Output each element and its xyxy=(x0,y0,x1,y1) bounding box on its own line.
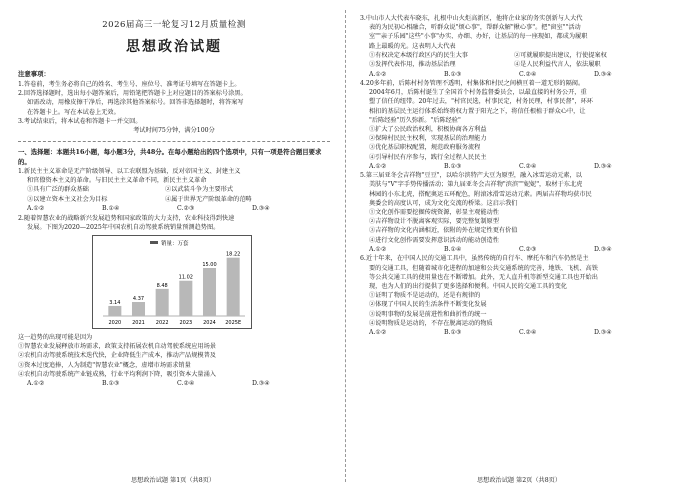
question-3-stem: 路上最暖的光。这表明人大代表 xyxy=(369,42,456,50)
x-tick-label: 2021 xyxy=(132,320,145,327)
answer-choice: A.①② xyxy=(27,205,45,213)
answer-choice: C.②④ xyxy=(519,162,537,170)
question-5-answers xyxy=(360,245,676,254)
answer-choice: D.③④ xyxy=(252,205,270,213)
answer-choice: B.①④ xyxy=(444,245,462,253)
question-4-stem: 相扣的基层民主运行体系始终将权力置于阳光之下，将信任根植于群众心中，让 xyxy=(369,107,586,115)
answer-choice: C.②④ xyxy=(177,380,195,388)
question-3-stem: 室""亲子乐园"这些"小事"办实、办细、办好，让基层的每一座现如，都成为履职 xyxy=(369,33,588,41)
question-4-answers xyxy=(360,162,676,171)
notice-line: 3.考试结束后，将本试卷和答题卡一并交回。 xyxy=(18,117,142,125)
option: ①具有广泛的群众基础 xyxy=(27,186,89,194)
answer-choice: A.①② xyxy=(27,380,45,388)
option: ④进行文化创作需要发挥意识活动的能动创造性 xyxy=(369,236,499,244)
x-tick-label: 2024 xyxy=(203,320,216,327)
option: ④农机自动驾驶系统产业链成熟，行业平均利润下降，吸引资本大量涌入 xyxy=(18,370,216,378)
notice-line: 在答题卡上。写在本试卷上无效。 xyxy=(27,108,120,116)
page-two xyxy=(346,0,692,492)
option: ③资本过度追捧，人为制造"智慧农业"概念，虚增市场需求销量 xyxy=(18,361,191,369)
question-2-answers xyxy=(18,379,330,388)
option: ②体现了中国人民的生活条件不断变化发展 xyxy=(369,301,487,309)
question-3-stem: 表的为民初心相融合，听群众说"烦心事"，帮群众解"揪心事"。把"窗室""活动 xyxy=(369,24,581,32)
option: ④是人民利益代言人，依法履职 xyxy=(514,61,601,69)
answer-choice: B.①④ xyxy=(102,205,120,213)
option: ③发挥代表作用，推动基层治理 xyxy=(369,61,456,69)
option: ③吉祥物的文化内涵相近，依附的外在规定性更有价值 xyxy=(369,227,518,235)
question-4-stem: 2004年6月，后陈村诞生了全国首个村务监督委员会，以最直接的村务公开，重 xyxy=(369,89,587,97)
option: ①扩大了公民政治权利，积极协商各方利益 xyxy=(369,126,487,134)
option: ②保障村民民主权利，实现基层的治理能力 xyxy=(369,135,487,143)
answer-choice: C.②④ xyxy=(519,328,537,336)
answer-choice: C.②③ xyxy=(177,205,195,213)
answer-choice: B.①③ xyxy=(444,70,462,78)
question-3-options xyxy=(360,51,676,60)
question-3-answers xyxy=(360,70,676,79)
notice-line: 2.回答选择题时，选出每小题答案后，用铅笔把答题卡上对应题目的答案标号涂黑。 xyxy=(18,90,247,98)
answer-choice: D.③④ xyxy=(594,245,612,253)
sales-bar-chart xyxy=(92,235,252,329)
option: ③说明事物的发展是前进性和曲折性的统一 xyxy=(369,310,487,318)
chart-bar xyxy=(108,306,121,316)
legend-swatch xyxy=(150,241,158,244)
question-2-stem: 发展。下图为2020—2025年中国农机自动驾驶系统销量预测趋势图。 xyxy=(27,223,220,231)
notice-line: 如需改动，用橡皮擦干净后，再选涂其他答案标号。回答非选择题时，将答案写 xyxy=(27,99,244,107)
bar-value-label: 18.22 xyxy=(226,251,241,258)
question-6-stem: 等公共交通工具的使用量也在不断增加。此外，无人直升机等新型交通工具也开始出 xyxy=(369,273,598,281)
answer-choice: A.①② xyxy=(369,245,387,253)
question-6-stem: 现，也为人们的出行提供了更多选择和便利。中国人民的交通工具的变化 xyxy=(369,282,567,290)
x-tick-label: 2025E xyxy=(225,320,242,327)
option: ①智慧农业发展释放市场需求，政策支持拓展农机自动驾驶系统应用场景 xyxy=(18,343,216,351)
notice-line: 1.答卷前，考生务必将自己的姓名、考生号、座位号、准考证号填写在答题卡上。 xyxy=(18,81,241,88)
answer-choice: D.③④ xyxy=(252,380,270,388)
bar-value-label: 15.00 xyxy=(202,262,217,269)
answer-choice: A.①② xyxy=(369,162,387,170)
option: ④引导村民有序参与，践行全过程人民民主 xyxy=(369,153,487,161)
option: ②可就履职提出建议，行使提案权 xyxy=(514,51,607,59)
answer-choice: A.①② xyxy=(369,328,387,336)
question-4-stem: 4.20多年前，后陈村村务管理不透明，村集体和村民之间横亘着一道无形的隔阂。 xyxy=(360,80,585,88)
question-4-stem: "后陈经验"历久弥新。"后陈经验" xyxy=(369,116,461,124)
question-1-answers xyxy=(18,204,330,213)
bar-value-label: 8.48 xyxy=(156,282,168,289)
chart-bar xyxy=(227,258,240,316)
question-1-stem: 1.新民主主义革命是无产阶级领导、以工农联盟为基础，反对帝国主义、封建主义 xyxy=(18,168,241,176)
option: ④属于世界无产阶级革命的范畴 xyxy=(165,195,252,203)
chart-bar xyxy=(132,302,145,316)
chart-legend xyxy=(150,239,189,247)
question-3-stem: 3.中山市人大代表车晓东，扎根中山火炬高新区，他将企业家的务实创新与人大代 xyxy=(360,15,583,22)
question-5-stem: 奥委会的高度认可，成为文化交流的桥梁。这启示我们 xyxy=(369,199,518,207)
question-3-options xyxy=(360,60,676,69)
answer-choice: C.②④ xyxy=(519,70,537,78)
page-footer-left: 思想政治试题 第1页（共8页） xyxy=(130,477,216,484)
option: ②农机自动驾驶系统技术迭代快，企业降低生产成本，推动产品规模普及 xyxy=(18,352,216,360)
chart-canvas xyxy=(93,236,251,328)
bar-value-label: 11.02 xyxy=(178,274,193,281)
answer-choice: B.①③ xyxy=(102,380,120,388)
answer-choice: C.②③ xyxy=(519,245,537,253)
question-5-stem: 林园的小东北虎，搭配奥运五环配色，附滚冰滑雪运动元素。两届吉祥物均获市民 xyxy=(369,190,592,198)
answer-choice: B.①③ xyxy=(444,162,462,170)
bar-value-label: 3.14 xyxy=(109,300,121,307)
question-6-answers xyxy=(360,328,676,337)
x-tick-label: 2020 xyxy=(108,320,122,327)
option: ①证明了物质不是运动的，还是有规律的 xyxy=(369,292,481,300)
question-2-prompt: 这一趋势的出现可能是因为 xyxy=(18,334,93,342)
section-divider xyxy=(18,141,330,142)
question-5-stem: 5.第三届亚冬会吉祥物"豆豆"，以哈尔滨特产大豆为原型，融入冰雪运动元素，以 xyxy=(360,172,582,180)
x-tick-label: 2022 xyxy=(155,320,169,327)
answer-choice: B.①③ xyxy=(444,328,462,336)
option: ②以武装斗争为主要形式 xyxy=(165,186,234,194)
page-footer-right: 思想政治试题 第2页（共8页） xyxy=(476,477,562,484)
bar-value-label: 4.37 xyxy=(132,296,145,303)
answer-choice: A.①② xyxy=(369,70,387,78)
option: ③以建立资本主义社会为目标 xyxy=(27,195,108,203)
option: ②吉祥物设计不脱离客观实际，要完整复制原型 xyxy=(369,218,499,226)
answer-choice: D.③④ xyxy=(594,70,612,78)
question-4-stem: 塑了信任的纽带。20年过去，"村官民选，村事民定，村务民理，村事民督"，环环 xyxy=(369,98,593,106)
paper-title: 思想政治试题 xyxy=(126,39,222,55)
legend-label: 销量：万套 xyxy=(161,241,189,248)
question-2-stem: 2.随着智慧农业的战略新兴发展趋势和国家政策的大力支持，农业科技得到快速 xyxy=(18,214,235,222)
question-1-stem: 和官僚资本主义的革命。与旧民主主义革命不同，新民主主义革命 xyxy=(27,177,207,185)
exam-name: 2026届高三一轮复习12月质量检测 xyxy=(102,20,246,30)
question-6-stem: 6.近十年来，在中国人民的交通工具中，虽然传统的自行车、摩托车和汽车仍然是主 xyxy=(360,255,589,263)
chart-bar xyxy=(203,268,216,316)
option: ③优化基层职权配置，规范政府服务流程 xyxy=(369,144,481,152)
option: ④说明物质是运动的，不存在脱离运动的物质 xyxy=(369,319,493,327)
notice-title: 注意事项： xyxy=(18,70,50,78)
section-heading: 一、选择题：本题共16小题，每小题3分，共48分。在每小题给出的四个选项中，只有一项是符合题目要求的。 xyxy=(18,148,322,166)
option: ①有权决定本级行政区内的民生大事 xyxy=(369,51,468,59)
option: ①文化创作需要挖掘传统资源，彰显主观能动性 xyxy=(369,209,499,217)
answer-choice: D.③④ xyxy=(594,162,612,170)
question-1-options xyxy=(18,185,330,194)
chart-bar xyxy=(156,289,169,316)
answer-choice: D.③④ xyxy=(594,328,612,336)
question-5-stem: 美肤与"V"字手势传播活动；第九届亚冬会吉祥物"滨滨""妮妮"，取材于东北虎 xyxy=(369,181,583,189)
question-6-stem: 要的交通工具，但随着城市化进程的加速和公共交通系统的完善，地铁、飞机、高铁 xyxy=(369,264,598,272)
question-1-options xyxy=(18,195,330,204)
x-tick-label: 2023 xyxy=(179,320,193,327)
exam-time: 考试时间75分钟，满分100分 xyxy=(133,127,215,135)
chart-bar xyxy=(179,281,192,316)
